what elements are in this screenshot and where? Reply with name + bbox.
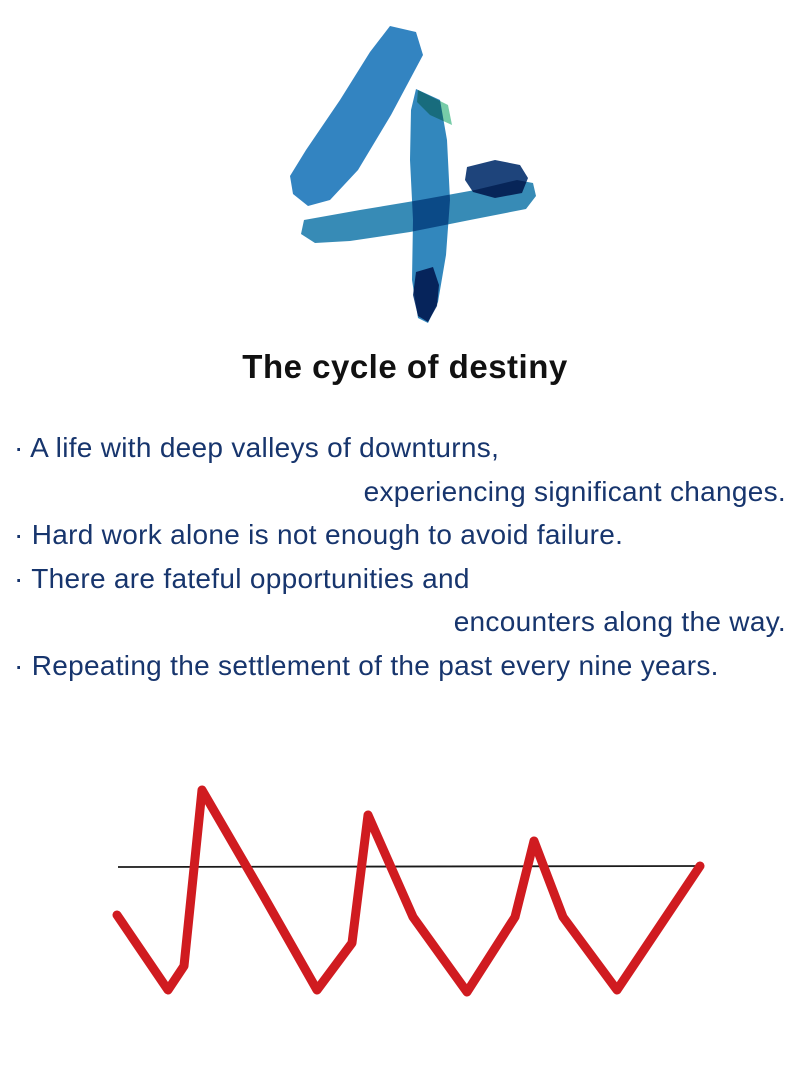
bullet-list (14, 426, 790, 687)
numeral-navy-blotch-tip (413, 267, 439, 322)
cycle-polyline (117, 790, 700, 992)
numeral-diagonal-stroke (290, 26, 423, 206)
bullet-line: · Repeating the settlement of the past every nine years. (14, 649, 719, 681)
page-title: The cycle of destiny (242, 348, 568, 385)
bullet-line: · A life with deep valleys of downturns, (14, 432, 500, 463)
numeral-4-illustration (270, 10, 550, 340)
bullet-line: · There are fateful opportunities and (14, 562, 470, 594)
bullet-line-continuation: experiencing significant changes. (363, 475, 786, 507)
numeral-navy-blotch-arm (465, 160, 528, 198)
bullet-line: · Hard work alone is not enough to avoid failure. (14, 519, 624, 550)
baseline (118, 866, 702, 867)
bullet-line-continuation: encounters along the way. (453, 606, 786, 637)
